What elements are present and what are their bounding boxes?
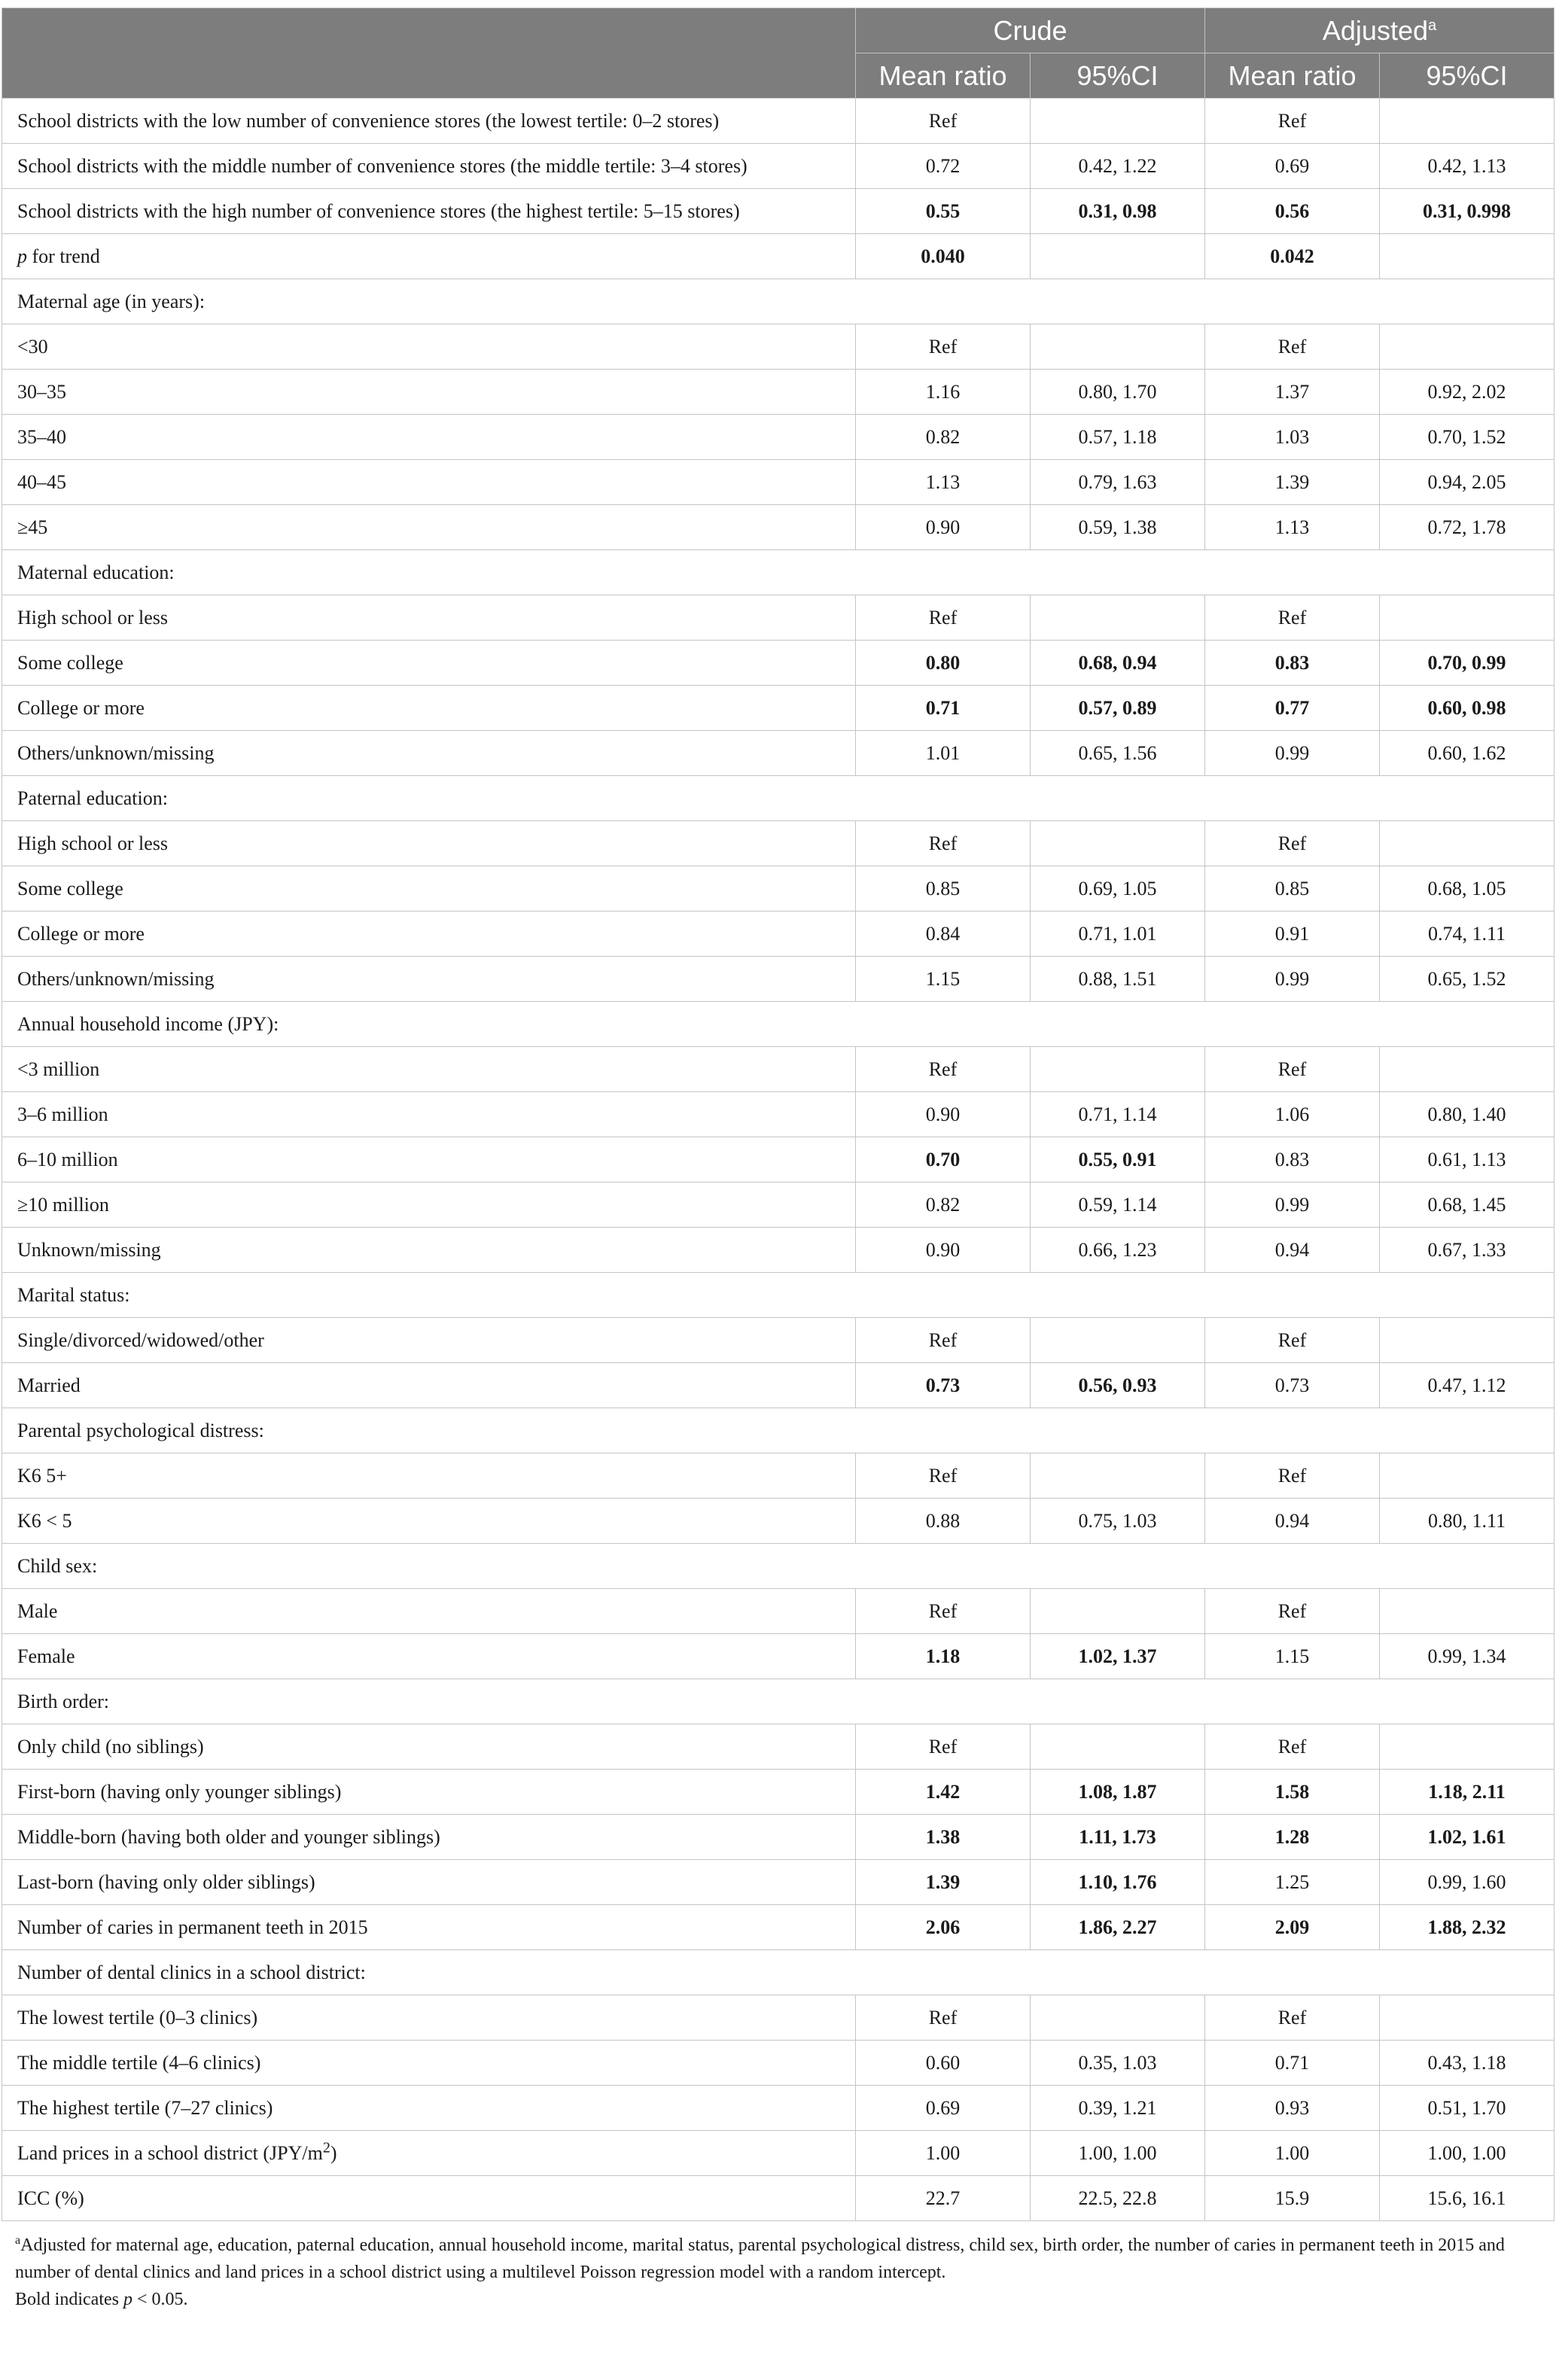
cell-adj-ci: 0.51, 1.70 — [1380, 2086, 1554, 2131]
header-adjusted-ci: 95%CI — [1380, 53, 1554, 99]
cell-crude-mr: Ref — [856, 99, 1031, 144]
header-corner — [2, 8, 856, 99]
cell-crude-mr: 0.82 — [856, 415, 1031, 460]
header-crude-ci: 95%CI — [1031, 53, 1205, 99]
cell-crude-ci: 0.71, 1.14 — [1031, 1092, 1205, 1137]
cell-crude-ci: 0.59, 1.38 — [1031, 505, 1205, 550]
cell-crude-mr: 0.90 — [856, 505, 1031, 550]
cell-crude-ci — [1031, 1724, 1205, 1770]
cell-crude-mr: 0.90 — [856, 1228, 1031, 1273]
cell-crude-ci — [1031, 595, 1205, 641]
cell-adj-ci — [1380, 1047, 1554, 1092]
cell-adj-mr: 0.73 — [1205, 1363, 1380, 1408]
header-adjusted: Adjusted$^a$ — [1205, 8, 1554, 53]
table-row — [2, 1363, 1554, 1408]
table-row — [2, 234, 1554, 279]
table-row — [2, 189, 1554, 234]
row-label: School districts with the high number of convenience stores (the highest tertile: 5–15 stores) — [2, 189, 856, 234]
row-label: Others/unknown/missing — [2, 957, 856, 1002]
cell-adj-ci: 0.60, 0.98 — [1380, 686, 1554, 731]
row-label: Last-born (having only older siblings) — [2, 1860, 856, 1905]
cell-crude-ci: 0.31, 0.98 — [1031, 189, 1205, 234]
table-row — [2, 1047, 1554, 1092]
cell-adj-ci: 0.92, 2.02 — [1380, 370, 1554, 415]
cell-adj-mr: 0.94 — [1205, 1499, 1380, 1544]
table-row — [2, 1092, 1554, 1137]
row-label: Unknown/missing — [2, 1228, 856, 1273]
cell-adj-mr: Ref — [1205, 1453, 1380, 1499]
cell-adj-mr: Ref — [1205, 324, 1380, 370]
row-label: First-born (having only younger siblings) — [2, 1770, 856, 1815]
cell-crude-mr: 0.55 — [856, 189, 1031, 234]
cell-adj-mr: 1.37 — [1205, 370, 1380, 415]
footnote-bold-note: Bold indicates p < 0.05. — [15, 2290, 188, 2309]
cell-crude-ci: 0.57, 1.18 — [1031, 415, 1205, 460]
table-section-row — [2, 776, 1554, 821]
row-label: Number of caries in permanent teeth in 2015 — [2, 1905, 856, 1950]
row-label: p for trend — [2, 234, 856, 279]
row-label: 40–45 — [2, 460, 856, 505]
cell-adj-ci: 15.6, 16.1 — [1380, 2176, 1554, 2221]
cell-crude-ci — [1031, 1453, 1205, 1499]
cell-crude-mr: Ref — [856, 821, 1031, 866]
row-label: 3–6 million — [2, 1092, 856, 1137]
cell-crude-mr: 0.040 — [856, 234, 1031, 279]
header-row-groups — [2, 8, 1554, 53]
cell-crude-mr: Ref — [856, 1453, 1031, 1499]
cell-crude-mr: 22.7 — [856, 2176, 1031, 2221]
table-row — [2, 2041, 1554, 2086]
cell-crude-ci: 0.59, 1.14 — [1031, 1182, 1205, 1228]
cell-adj-mr: 1.00 — [1205, 2131, 1380, 2176]
cell-adj-ci: 0.80, 1.11 — [1380, 1499, 1554, 1544]
cell-crude-ci: 1.10, 1.76 — [1031, 1860, 1205, 1905]
row-label: The highest tertile (7–27 clinics) — [2, 2086, 856, 2131]
cell-crude-ci — [1031, 324, 1205, 370]
table-row — [2, 144, 1554, 189]
cell-crude-mr: Ref — [856, 1047, 1031, 1092]
cell-crude-mr: 0.70 — [856, 1137, 1031, 1182]
row-label: High school or less — [2, 595, 856, 641]
cell-adj-ci: 0.68, 1.45 — [1380, 1182, 1554, 1228]
cell-crude-mr: Ref — [856, 595, 1031, 641]
header-adjusted-sup: a — [1428, 17, 1437, 34]
cell-crude-ci: 0.56, 0.93 — [1031, 1363, 1205, 1408]
cell-adj-ci: 0.70, 1.52 — [1380, 415, 1554, 460]
cell-adj-mr: 0.56 — [1205, 189, 1380, 234]
table-section-row — [2, 550, 1554, 595]
cell-crude-ci: 0.65, 1.56 — [1031, 731, 1205, 776]
cell-adj-mr: 2.09 — [1205, 1905, 1380, 1950]
cell-adj-mr: 0.94 — [1205, 1228, 1380, 1273]
section-label: Marital status: — [2, 1273, 1554, 1318]
section-label: Birth order: — [2, 1679, 1554, 1724]
cell-crude-mr: 1.39 — [856, 1860, 1031, 1905]
cell-adj-mr: 0.042 — [1205, 234, 1380, 279]
row-label: Middle-born (having both older and younger siblings) — [2, 1815, 856, 1860]
table-row — [2, 1634, 1554, 1679]
cell-adj-ci: 0.72, 1.78 — [1380, 505, 1554, 550]
cell-adj-ci — [1380, 99, 1554, 144]
cell-crude-ci — [1031, 99, 1205, 144]
cell-crude-ci: 0.75, 1.03 — [1031, 1499, 1205, 1544]
cell-crude-ci: 0.42, 1.22 — [1031, 144, 1205, 189]
table-body — [2, 99, 1554, 2221]
results-table — [2, 8, 1554, 2221]
row-label: College or more — [2, 686, 856, 731]
footnote-adjustment: $^a$Adjusted for maternal age, education, paternal education, annual household income, marital status, parental psychological distress, child sex, birth order, the number of caries in permanent teeth in 2015 and number of dental clinics and land prices in a school district using a multilevel Poisson regression model with a random intercept. — [15, 2234, 1505, 2282]
cell-adj-ci: 1.02, 1.61 — [1380, 1815, 1554, 1860]
cell-crude-mr: 0.60 — [856, 2041, 1031, 2086]
cell-adj-mr: 0.93 — [1205, 2086, 1380, 2131]
cell-crude-ci — [1031, 234, 1205, 279]
cell-crude-mr: Ref — [856, 324, 1031, 370]
row-label: K6 < 5 — [2, 1499, 856, 1544]
cell-adj-ci — [1380, 234, 1554, 279]
cell-adj-ci: 0.99, 1.60 — [1380, 1860, 1554, 1905]
cell-adj-mr: 0.83 — [1205, 1137, 1380, 1182]
row-label: Married — [2, 1363, 856, 1408]
section-label: Parental psychological distress: — [2, 1408, 1554, 1453]
row-label: College or more — [2, 912, 856, 957]
cell-crude-ci — [1031, 821, 1205, 866]
cell-adj-ci — [1380, 324, 1554, 370]
table-section-row — [2, 1544, 1554, 1589]
row-label: 35–40 — [2, 415, 856, 460]
cell-adj-mr: 1.39 — [1205, 460, 1380, 505]
cell-crude-mr: 1.18 — [856, 1634, 1031, 1679]
cell-crude-mr: 0.90 — [856, 1092, 1031, 1137]
cell-crude-ci: 0.80, 1.70 — [1031, 370, 1205, 415]
table-row — [2, 324, 1554, 370]
cell-crude-ci: 1.08, 1.87 — [1031, 1770, 1205, 1815]
table-row — [2, 1499, 1554, 1544]
table-section-row — [2, 1273, 1554, 1318]
cell-crude-mr: Ref — [856, 1318, 1031, 1363]
cell-crude-mr: 0.85 — [856, 866, 1031, 912]
table-footnote — [15, 2232, 1528, 2313]
cell-adj-mr: 1.06 — [1205, 1092, 1380, 1137]
table-row — [2, 1770, 1554, 1815]
cell-adj-mr: 1.15 — [1205, 1634, 1380, 1679]
cell-crude-mr: 1.38 — [856, 1815, 1031, 1860]
cell-adj-ci: 0.61, 1.13 — [1380, 1137, 1554, 1182]
cell-adj-ci: 0.74, 1.11 — [1380, 912, 1554, 957]
cell-adj-ci: 0.67, 1.33 — [1380, 1228, 1554, 1273]
table-row — [2, 1815, 1554, 1860]
table-row — [2, 912, 1554, 957]
table-row — [2, 415, 1554, 460]
table-row — [2, 460, 1554, 505]
table-row — [2, 1453, 1554, 1499]
row-label: <3 million — [2, 1047, 856, 1092]
row-label: Female — [2, 1634, 856, 1679]
cell-crude-mr: Ref — [856, 1724, 1031, 1770]
table-row — [2, 1995, 1554, 2041]
cell-adj-ci: 1.88, 2.32 — [1380, 1905, 1554, 1950]
cell-crude-mr: 1.42 — [856, 1770, 1031, 1815]
row-label: Single/divorced/widowed/other — [2, 1318, 856, 1363]
cell-adj-ci — [1380, 1589, 1554, 1634]
table-row — [2, 1589, 1554, 1634]
table-row — [2, 731, 1554, 776]
cell-adj-ci: 0.99, 1.34 — [1380, 1634, 1554, 1679]
table-section-row — [2, 1408, 1554, 1453]
table-row — [2, 1182, 1554, 1228]
row-label: ≥10 million — [2, 1182, 856, 1228]
table-row — [2, 1860, 1554, 1905]
row-label: ≥45 — [2, 505, 856, 550]
row-label: The lowest tertile (0–3 clinics) — [2, 1995, 856, 2041]
cell-adj-mr: 0.91 — [1205, 912, 1380, 957]
section-label: Maternal education: — [2, 550, 1554, 595]
cell-adj-mr: 1.28 — [1205, 1815, 1380, 1860]
table-section-row — [2, 1002, 1554, 1047]
table-row — [2, 1318, 1554, 1363]
cell-adj-ci: 0.43, 1.18 — [1380, 2041, 1554, 2086]
table-row — [2, 957, 1554, 1002]
table-row — [2, 2131, 1554, 2176]
row-label: <30 — [2, 324, 856, 370]
cell-crude-ci — [1031, 1995, 1205, 2041]
cell-crude-mr: 0.88 — [856, 1499, 1031, 1544]
cell-crude-ci: 1.02, 1.37 — [1031, 1634, 1205, 1679]
cell-crude-ci: 0.79, 1.63 — [1031, 460, 1205, 505]
cell-adj-ci: 0.68, 1.05 — [1380, 866, 1554, 912]
cell-adj-ci: 0.80, 1.40 — [1380, 1092, 1554, 1137]
cell-adj-mr: Ref — [1205, 595, 1380, 641]
cell-crude-mr: 0.84 — [856, 912, 1031, 957]
row-label: Some college — [2, 641, 856, 686]
table-row — [2, 2176, 1554, 2221]
section-label: Child sex: — [2, 1544, 1554, 1589]
cell-crude-ci — [1031, 1047, 1205, 1092]
row-label: Only child (no siblings) — [2, 1724, 856, 1770]
cell-crude-mr: 0.82 — [856, 1182, 1031, 1228]
cell-crude-mr: 2.06 — [856, 1905, 1031, 1950]
table-row — [2, 370, 1554, 415]
row-label: High school or less — [2, 821, 856, 866]
cell-adj-ci: 1.00, 1.00 — [1380, 2131, 1554, 2176]
cell-adj-ci — [1380, 1724, 1554, 1770]
cell-adj-mr: 0.85 — [1205, 866, 1380, 912]
cell-adj-ci — [1380, 595, 1554, 641]
cell-crude-ci: 1.86, 2.27 — [1031, 1905, 1205, 1950]
cell-adj-ci — [1380, 1995, 1554, 2041]
table-row — [2, 1228, 1554, 1273]
cell-adj-mr: 0.99 — [1205, 1182, 1380, 1228]
cell-crude-mr: 1.15 — [856, 957, 1031, 1002]
cell-crude-ci: 22.5, 22.8 — [1031, 2176, 1205, 2221]
section-label: Paternal education: — [2, 776, 1554, 821]
table-row — [2, 505, 1554, 550]
row-label: School districts with the middle number of convenience stores (the middle tertile: 3–4 stores) — [2, 144, 856, 189]
cell-adj-ci — [1380, 1453, 1554, 1499]
cell-adj-ci: 0.94, 2.05 — [1380, 460, 1554, 505]
cell-crude-mr: 1.16 — [856, 370, 1031, 415]
table-row — [2, 866, 1554, 912]
cell-crude-ci: 0.88, 1.51 — [1031, 957, 1205, 1002]
cell-adj-ci: 1.18, 2.11 — [1380, 1770, 1554, 1815]
cell-adj-ci: 0.31, 0.998 — [1380, 189, 1554, 234]
cell-crude-mr: 1.00 — [856, 2131, 1031, 2176]
cell-crude-ci — [1031, 1318, 1205, 1363]
cell-adj-mr: 1.58 — [1205, 1770, 1380, 1815]
cell-adj-mr: 0.71 — [1205, 2041, 1380, 2086]
row-label: School districts with the low number of convenience stores (the lowest tertile: 0–2 stores) — [2, 99, 856, 144]
cell-adj-mr: Ref — [1205, 821, 1380, 866]
table-row — [2, 686, 1554, 731]
cell-crude-mr: 0.72 — [856, 144, 1031, 189]
cell-adj-mr: 0.99 — [1205, 957, 1380, 1002]
header-adjusted-mean-ratio: Mean ratio — [1205, 53, 1380, 99]
cell-crude-ci: 0.35, 1.03 — [1031, 2041, 1205, 2086]
cell-adj-mr: 0.77 — [1205, 686, 1380, 731]
cell-crude-ci: 0.57, 0.89 — [1031, 686, 1205, 731]
table-row — [2, 595, 1554, 641]
cell-adj-ci: 0.42, 1.13 — [1380, 144, 1554, 189]
cell-adj-mr: 15.9 — [1205, 2176, 1380, 2221]
row-label: K6 5+ — [2, 1453, 856, 1499]
cell-adj-mr: 0.69 — [1205, 144, 1380, 189]
cell-adj-mr: Ref — [1205, 1047, 1380, 1092]
row-label: ICC (%) — [2, 2176, 856, 2221]
row-label: 6–10 million — [2, 1137, 856, 1182]
cell-crude-mr: 0.69 — [856, 2086, 1031, 2131]
cell-crude-ci: 0.71, 1.01 — [1031, 912, 1205, 957]
cell-adj-mr: Ref — [1205, 1318, 1380, 1363]
header-crude-mean-ratio: Mean ratio — [856, 53, 1031, 99]
cell-adj-mr: 1.25 — [1205, 1860, 1380, 1905]
table-section-row — [2, 279, 1554, 324]
cell-crude-ci: 0.55, 0.91 — [1031, 1137, 1205, 1182]
table-row — [2, 1724, 1554, 1770]
cell-crude-mr: Ref — [856, 1589, 1031, 1634]
cell-crude-ci: 0.66, 1.23 — [1031, 1228, 1205, 1273]
cell-crude-ci: 0.69, 1.05 — [1031, 866, 1205, 912]
cell-crude-mr: 0.73 — [856, 1363, 1031, 1408]
cell-crude-mr: 0.80 — [856, 641, 1031, 686]
cell-crude-ci: 1.00, 1.00 — [1031, 2131, 1205, 2176]
table-row — [2, 1905, 1554, 1950]
cell-crude-ci: 1.11, 1.73 — [1031, 1815, 1205, 1860]
cell-adj-ci — [1380, 1318, 1554, 1363]
row-label: Male — [2, 1589, 856, 1634]
section-label: Annual household income (JPY): — [2, 1002, 1554, 1047]
cell-adj-ci: 0.47, 1.12 — [1380, 1363, 1554, 1408]
table-row — [2, 2086, 1554, 2131]
cell-crude-ci: 0.68, 0.94 — [1031, 641, 1205, 686]
row-label: Others/unknown/missing — [2, 731, 856, 776]
table-row — [2, 1137, 1554, 1182]
section-label: Maternal age (in years): — [2, 279, 1554, 324]
table-row — [2, 821, 1554, 866]
cell-adj-mr: Ref — [1205, 1724, 1380, 1770]
row-label: Some college — [2, 866, 856, 912]
cell-crude-mr: 1.01 — [856, 731, 1031, 776]
cell-adj-ci: 0.60, 1.62 — [1380, 731, 1554, 776]
table-section-row — [2, 1950, 1554, 1995]
table-section-row — [2, 1679, 1554, 1724]
cell-adj-ci — [1380, 821, 1554, 866]
section-label: Number of dental clinics in a school district: — [2, 1950, 1554, 1995]
cell-adj-mr: 0.99 — [1205, 731, 1380, 776]
cell-crude-mr: 1.13 — [856, 460, 1031, 505]
cell-adj-mr: 0.83 — [1205, 641, 1380, 686]
cell-crude-mr: 0.71 — [856, 686, 1031, 731]
cell-adj-mr: 1.03 — [1205, 415, 1380, 460]
row-label: The middle tertile (4–6 clinics) — [2, 2041, 856, 2086]
cell-crude-mr: Ref — [856, 1995, 1031, 2041]
table-row — [2, 99, 1554, 144]
cell-crude-ci: 0.39, 1.21 — [1031, 2086, 1205, 2131]
cell-adj-mr: Ref — [1205, 1995, 1380, 2041]
row-label: Land prices in a school district $(JPY/m^2)$ — [2, 2131, 856, 2176]
cell-adj-ci: 0.65, 1.52 — [1380, 957, 1554, 1002]
row-label: 30–35 — [2, 370, 856, 415]
cell-adj-mr: Ref — [1205, 1589, 1380, 1634]
cell-adj-ci: 0.70, 0.99 — [1380, 641, 1554, 686]
cell-adj-mr: 1.13 — [1205, 505, 1380, 550]
table-row — [2, 641, 1554, 686]
header-crude: Crude — [856, 8, 1205, 53]
cell-crude-ci — [1031, 1589, 1205, 1634]
cell-adj-mr: Ref — [1205, 99, 1380, 144]
